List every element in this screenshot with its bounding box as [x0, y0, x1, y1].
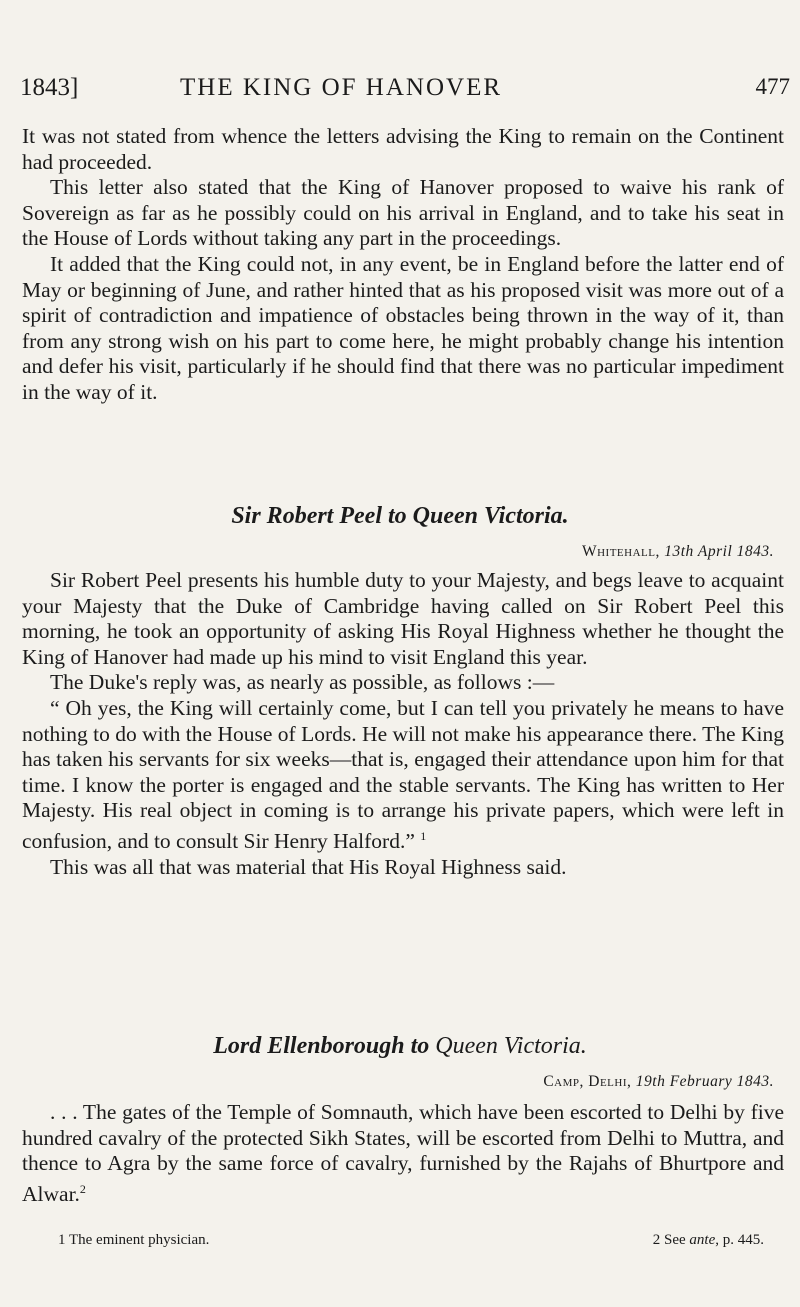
intro-paragraph-2: This letter also stated that the King of Hanover proposed to waive his rank of Sovereign as far as he possibly could on his arrival in England, and to take his seat in the House of Lords without taking any part in the proceedings. [22, 175, 784, 251]
footnote-marker-1: 1 [420, 828, 427, 843]
letter-1-place: Whitehall, [581, 543, 660, 560]
letter-1-paragraph-4: This was all that was material that His Royal Highness said. [50, 854, 567, 879]
running-header [20, 74, 790, 110]
letter-1-dateline [582, 543, 774, 561]
footnote-marker-2: 2 [79, 1181, 86, 1196]
footnote-2-ante: ante [689, 1232, 716, 1248]
letter-2-text [22, 1100, 784, 1208]
footnote-2 [653, 1232, 764, 1249]
letter-1-date: 13th April 1843. [664, 543, 774, 560]
letter-1-title: Sir Robert Peel to Queen Victoria. [231, 503, 569, 529]
letter-2-date: 19th February 1843. [635, 1073, 774, 1090]
letter-2-body: . . . The gates of the Temple of Somnauth, which have been escorted to Delhi by five hundred cavalry of the protected Sikh States, will be escorted from Delhi to Muttra, and thence to Agra by the same force of cavalry, furnished by the Rajahs of Bhurtpore and Alwar. [22, 1100, 784, 1206]
letter-1-paragraph-3 [22, 696, 784, 855]
header-year: 1843] [20, 74, 79, 101]
letter-2-dateline [543, 1073, 774, 1091]
letter-2-title-sender: Lord Ellenborough to [213, 1033, 430, 1059]
footnote-1: 1 The eminent physician. [58, 1232, 210, 1248]
letter-2-paragraph-1 [22, 1100, 784, 1208]
page-number: 477 [755, 74, 790, 99]
letter-2-title-recipient: Queen Victoria. [435, 1033, 587, 1059]
footnote-2-post: , p. 445. [715, 1232, 764, 1248]
footnote-2-pre: 2 See [652, 1232, 686, 1248]
intro-paragraph-3: It added that the King could not, in any event, be in England before the latter end of May or beginning of June, and rather hinted that as his proposed visit was more out of a spirit of contradiction and impatience of obstacles being thrown in the way of it, than from any strong wish on his part to come here, he might probably change his intention and defer his visit, particularly if he should find that there was no particular impediment in the way of it. [22, 251, 784, 404]
intro-text [22, 124, 784, 406]
letter-2-place: Camp, Delhi, [543, 1073, 632, 1090]
letter-1-paragraph-1: Sir Robert Peel presents his humble duty to your Majesty, and begs leave to acquaint your Majesty that the Duke of Cambridge having called on Sir Robert Peel this morning, he took an opportunity of asking His Royal Highness whether he thought the King of Hanover had made up his mind to visit England this year. [22, 568, 784, 669]
letter-1-text [22, 568, 784, 880]
letter-1-quote: “ Oh yes, the King will certainly come, but I can tell you privately he means to have nothing to do with the House of Lords. He will not make his appearance there. The King has taken his servants for six weeks—that is, engaged their attendance upon him for that time. I know the porter is engaged and the stable servants. The King has written to Her Majesty. His real object in coming is to arrange his private papers, which were left in confusion, and to consult Sir Henry Halford.” [22, 695, 784, 854]
letter-2-title [0, 1033, 800, 1060]
intro-paragraph-1: It was not stated from whence the letters advising the King to remain on the Continent had proceeded. [22, 124, 784, 174]
header-title: THE KING OF HANOVER [180, 74, 503, 101]
letter-1-paragraph-2: The Duke's reply was, as nearly as possible, as follows :— [50, 670, 555, 695]
